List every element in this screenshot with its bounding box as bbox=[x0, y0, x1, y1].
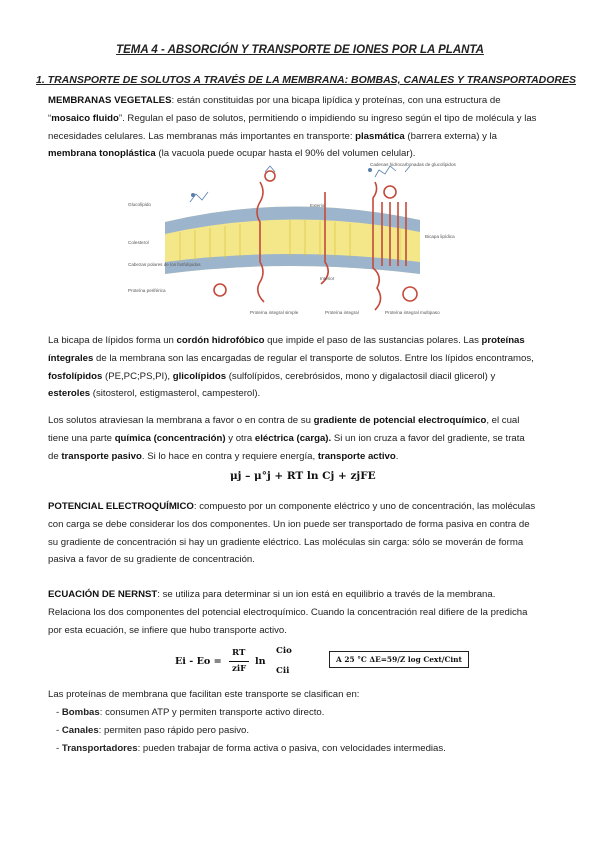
paragraph-potencial bbox=[48, 498, 538, 569]
text: . bbox=[395, 450, 399, 462]
text: , el cual tiene una parte bbox=[48, 415, 520, 444]
nernst-numerator: RT bbox=[232, 648, 246, 658]
label-exterior: Exterior bbox=[310, 203, 326, 208]
text: ”. Regulan el paso de solutos, permitiendo o impidiendo su ingreso según el tipo de molécula y las necesidades celulares. Las membranas más importantes en transporte: bbox=[48, 112, 537, 142]
membrane-diagram bbox=[120, 162, 465, 330]
label-integral-1: Proteína integral simple bbox=[250, 310, 299, 315]
term-proteinas-integrales: proteínas íntegrales bbox=[48, 335, 525, 364]
term-canales: Canales bbox=[61, 724, 99, 736]
term-quimica: química (concentración) bbox=[114, 432, 226, 444]
label-chains: Cadenas hidrocarbonadas de glucolípidos bbox=[370, 162, 456, 167]
term-transporte-activo: transporte activo bbox=[317, 450, 396, 462]
term-fosfolipidos: fosfolípidos bbox=[48, 370, 103, 382]
paragraph-bicapa bbox=[48, 332, 538, 403]
nernst-ln: ln bbox=[255, 656, 266, 667]
term-potencial-electroquimico: POTENCIAL ELECTROQUÍMICO bbox=[48, 501, 194, 512]
label-integral-3: Proteína integral multipaso bbox=[385, 310, 440, 315]
term-gradiente: gradiente de potencial electroquímico bbox=[313, 415, 487, 426]
nernst-denominator: ziF bbox=[232, 664, 247, 674]
fraction-bar bbox=[229, 661, 249, 662]
term-transportadores: Transportadores bbox=[61, 742, 138, 754]
label-polar-heads: Cabezas polares de los fosfolípidos bbox=[128, 262, 201, 267]
glycocalyx bbox=[190, 166, 410, 202]
text: (PE,PC;PS,PI), bbox=[102, 370, 173, 382]
text: (barrera externa) y la bbox=[404, 130, 498, 142]
text: (sitosterol, estigmasterol, campesterol). bbox=[90, 388, 261, 400]
label-peripheral: Proteína periférica bbox=[128, 288, 166, 293]
text: : están constituidas por una bicapa lipídica y proteínas, con una estructura de “ bbox=[48, 95, 501, 124]
text: : compuesto por un componente eléctrico y uno de concentración, las moléculas con carga se debe considerar los dos componentes. Un ion puede ser transportado de forma pasiva en contra de su gradiente de concentración si hay un gradiente eléctrico. Las moléculas sin carga: sólo se moverán de forma pasiva a favor de su gradiente de concentración. bbox=[48, 501, 536, 566]
text: Los solutos atraviesan la membrana a favor o en contra de su bbox=[48, 415, 314, 426]
text: de la membrana son las encargadas de regular el transporte de solutos. Entre los lípidos encontramos, bbox=[93, 352, 534, 364]
paragraph-nernst bbox=[48, 586, 538, 639]
term-membranas-vegetales: MEMBRANAS VEGETALES bbox=[48, 95, 172, 106]
text: y otra bbox=[225, 432, 255, 444]
label-bilayer: Bicapa lipídica bbox=[425, 234, 455, 239]
nernst-c-inner: Cii bbox=[276, 666, 290, 676]
nernst-lhs: Ei - Eo = bbox=[175, 656, 222, 667]
text: La bicapa de lípidos forma un bbox=[48, 335, 177, 346]
text: (sulfolípidos, cerebrósidos, mono y digalactosil diacil glicerol) y bbox=[226, 370, 496, 382]
text: : permiten paso rápido pero pasivo. bbox=[98, 724, 250, 736]
paragraph-solutos bbox=[48, 412, 538, 465]
protein-types-list bbox=[56, 704, 446, 757]
label-cholesterol: Colesterol bbox=[128, 240, 149, 245]
text: : pueden trabajar de forma activa o pasiva, con velocidades intermedias. bbox=[137, 742, 446, 754]
text: : se utiliza para determinar si un ion está en equilibrio a través de la membrana. Relaciona los dos componentes del potencial electroquímico. Cuando la concentración real difiere de la predicha por esta ecuación, se infiere que hubo transporte activo. bbox=[48, 589, 528, 636]
term-transporte-pasivo: transporte pasivo bbox=[61, 450, 142, 462]
paragraph-clasificacion: Las proteínas de membrana que facilitan este transporte se clasifican en: bbox=[48, 689, 360, 700]
term-glicolipidos: glicolípidos bbox=[172, 370, 227, 382]
page-title: TEMA 4 - ABSORCIÓN Y TRANSPORTE DE IONES POR LA PLANTA bbox=[116, 44, 484, 56]
nernst-boxed-formula: A 25 °C ΔE=59/Z log Cext/Cint bbox=[329, 651, 469, 668]
text: Si un ion cruza a favor del gradiente, se trata de bbox=[48, 432, 525, 462]
nernst-c-outer: Cio bbox=[276, 646, 292, 656]
label-glucolipid: Glucolípido bbox=[128, 202, 151, 207]
text: : consumen ATP y permiten transporte activo directo. bbox=[99, 707, 325, 718]
term-plasmatica: plasmática bbox=[355, 130, 405, 142]
term-tonoplastica: membrana tonoplástica bbox=[48, 148, 156, 160]
formula-electrochemical: μj – μ°j + RT ln Cj + zjFE bbox=[230, 470, 376, 482]
term-mosaico-fluido: mosaico fluido bbox=[51, 112, 119, 124]
label-integral-2: Proteína integral bbox=[325, 310, 359, 315]
text: que impide el paso de las sustancias polares. Las bbox=[264, 335, 482, 346]
paragraph-membranas bbox=[48, 92, 538, 163]
term-esteroles: esteroles bbox=[48, 388, 91, 400]
list-item: - Canales: permiten paso rápido pero pasivo. bbox=[56, 724, 250, 736]
term-cordon-hidrofobico: cordón hidrofóbico bbox=[176, 335, 265, 346]
text: (la vacuola puede ocupar hasta el 90% del volumen celular). bbox=[155, 148, 416, 160]
list-item: - Bombas: consumen ATP y permiten transporte activo directo. bbox=[56, 707, 325, 718]
section-heading: 1. TRANSPORTE DE SOLUTOS A TRAVÉS DE LA MEMBRANA: BOMBAS, CANALES Y TRANSPORTADORES bbox=[36, 74, 577, 86]
term-ecuacion-nernst: ECUACIÓN DE NERNST bbox=[48, 589, 158, 600]
text: . Si lo hace en contra y requiere energía, bbox=[141, 450, 318, 462]
term-electrica: eléctrica (carga). bbox=[254, 432, 332, 444]
term-bombas: Bombas bbox=[61, 707, 100, 718]
label-interior: Interior bbox=[320, 276, 335, 281]
list-item: - Transportadores: pueden trabajar de forma activa o pasiva, con velocidades intermedias. bbox=[56, 742, 446, 754]
